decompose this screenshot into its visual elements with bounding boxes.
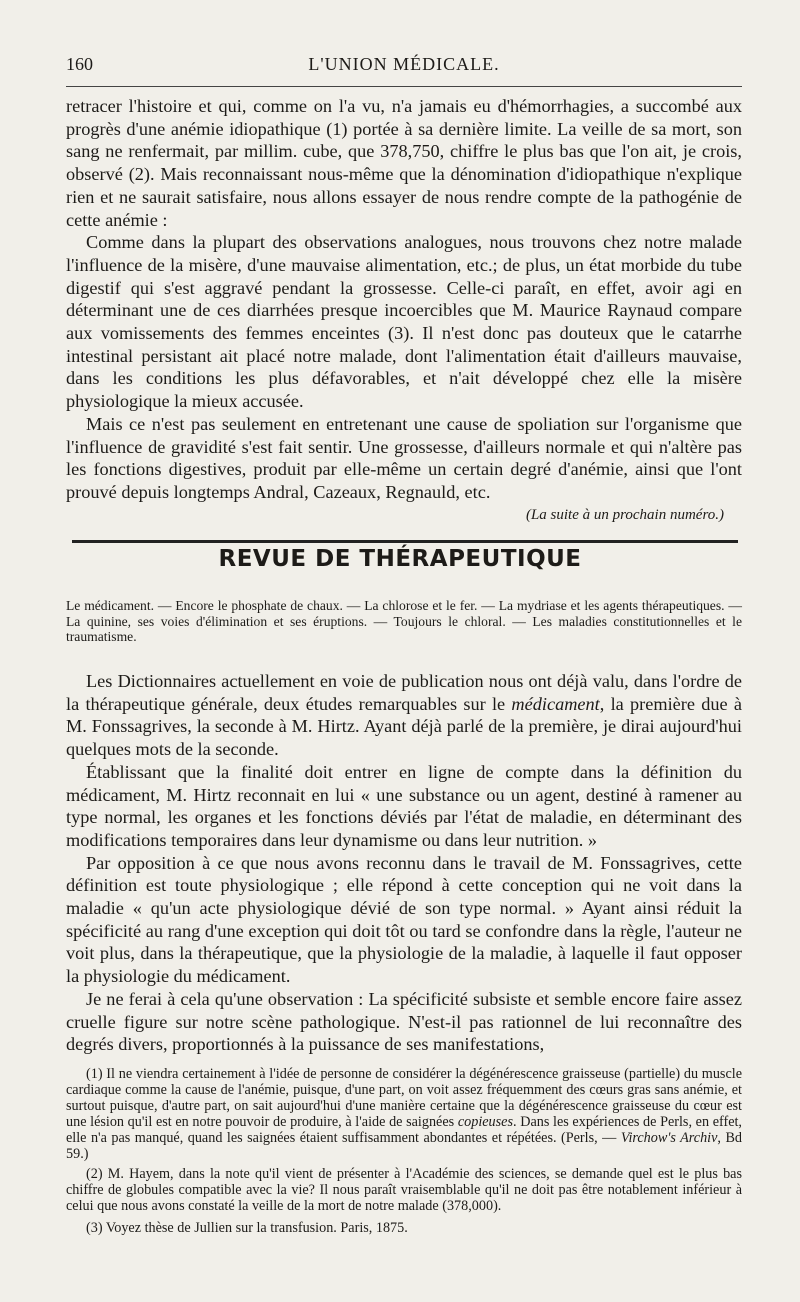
- paragraph-text: Les Dictionnaires actuellement en voie de publication nous ont déjà valu, dans l'ordre de la thérapeutique générale, deux études remarquables sur le: [66, 671, 742, 714]
- footnote: [66, 1066, 742, 1162]
- footnote-italic: Virchow's Archiv: [620, 1130, 718, 1146]
- paragraph: [66, 852, 742, 988]
- footnote: [66, 1166, 742, 1214]
- footnote: [66, 1220, 742, 1236]
- paragraph: [66, 988, 742, 1056]
- paragraph: retracer l'histoire et qui, comme on l'a vu, n'a jamais eu d'hémorrhagies, a succombé aux progrès d'une anémie idiopathique (1) portée à sa dernière limite. La veille de sa mort, son sang ne renfermait, par millim. cube, que 378,750, chiffre le plus bas que l'on ait, je crois, observé (2). Mais reconnaissant nous-même que la dénomination d'idiopathique n'explique rien et ne saurait satisfaire, nous allons essayer de nous rendre compte de la pathogénie de cette anémie :: [66, 96, 742, 230]
- continuation-note: (La suite à un prochain numéro.): [525, 507, 724, 523]
- paragraph: [66, 761, 742, 852]
- journal-title: L'UNION MÉDICALE.: [308, 54, 500, 74]
- footnote-text: , Bd 59.): [66, 1130, 742, 1162]
- section-summary: [66, 598, 742, 645]
- paragraph-text: , la première due à M. Fonssagrives, la seconde à M. Hirtz. Ayant déjà parlé de la première, je dirai aujourd'hui quelques mots de la seconde.: [66, 693, 742, 760]
- paragraph-text: Par opposition à ce que nous avons reconnu dans le travail de M. Fonssagrives, cette définition est toute physiologique ; elle répond à cette conception qui ne voit dans la maladie « qu'un acte physiologique dévié de son type normal. » Ayant ainsi réduit la spécificité au rang d'une exception qui doit tôt ou tard se confondre dans la règle, l'auteur ne voit plus, dans la thérapeutique, que la physiologie de la maladie, à laquelle il faut opposer la physiologie du médicament.: [66, 852, 742, 987]
- footnote-text: (2) M. Hayem, dans la note qu'il vient de présenter à l'Académie des sciences, se demande quel est le plus bas chiffre de globules compatible avec la vie? Il nous paraît vraisemblable qu'il ne doit pas être notablement inférieur à celui que nous avons constaté la veille de la mort de notre malade (378,000).: [66, 1166, 742, 1214]
- paragraph-italic: médicament: [511, 693, 600, 714]
- paragraph: Comme dans la plupart des observations analogues, nous trouvons chez notre malade l'influence de la misère, d'une mauvaise alimentation, etc.; de plus, un état morbide du tube digestif qui s'est aggravé pendant la grossesse. Celle-ci paraît, en effet, avoir agi en déterminant une de ces diarrhées presque incoercibles que M. Maurice Raynaud compare aux vomissements des femmes enceintes (3). Il n'est donc pas douteux que le catarrhe intestinal persistant ait placé notre malade, dont l'alimentation était d'ailleurs mauvaise, dans les conditions les plus défavorables, et n'ait développé chez elle la misère physiologique la mieux accusée.: [66, 232, 742, 412]
- footnote-text: . Dans les expériences de Perls, en effet, elle n'a pas manqué, quand les saignées étaient suffisamment abondantes et répétées. (Perls, —: [66, 1114, 742, 1146]
- section-title: REVUE DE THÉRAPEUTIQUE: [218, 546, 582, 572]
- paragraph: Mais ce n'est pas seulement en entretenant une cause de spoliation sur l'organisme que l'influence de gravidité s'est fait sentir. Une grossesse, d'ailleurs normale et qui n'altère pas les fonctions digestives, produit par elle-même un certain degré d'anémie, ainsi que l'ont prouvé depuis longtemps Andral, Cazeaux, Regnauld, etc.: [66, 413, 742, 502]
- footnotes: [66, 1066, 742, 1240]
- footnote-text: (3) Voyez thèse de Jullien sur la transfusion. Paris, 1875.: [86, 1220, 408, 1236]
- header-rule: [66, 86, 742, 87]
- paragraph-text: Établissant que la finalité doit entrer en ligne de compte dans la définition du médicament, M. Hirtz reconnait en lui « une substance ou un agent, destiné à ramener au type normal, les organes et les fonctions déviés par l'état de maladie, en déterminant des modifications temporaires dans leur dynamisme ou dans leur nutrition. »: [66, 761, 742, 850]
- summary-text: Le médicament. — Encore le phosphate de chaux. — La chlorose et le fer. — La mydriase et les agents thérapeutiques. — La quinine, ses voies d'élimination et ses éruptions. — Toujours le chloral. — Les maladies constitutionnelles et le traumatisme.: [66, 598, 742, 644]
- paragraph: [66, 670, 742, 761]
- article-continuation: [66, 95, 742, 504]
- footnote-text: (1) Il ne viendra certainement à l'idée de personne de considérer la dégénérescence graisseuse (partielle) du muscle cardiaque comme la cause de l'anémie, puisque, d'une part, on voit assez fréquemment des cœurs gras sans anémie, et surtout puisque, d'autre part, on sait aujourd'hui d'une manière certaine que la dégénérescence graisseuse du cœur est une lésion qu'il est en notre pouvoir de produire, à l'aide de saignées: [66, 1066, 742, 1130]
- paragraph-text: Je ne ferai à cela qu'une observation : La spécificité subsiste et semble encore faire assez cruelle figure sur notre scène pathologique. N'est-il pas rationnel de lui reconnaître des degrés divers, proportionnés à la puissance de ses manifestations,: [66, 988, 742, 1055]
- section-body: [66, 670, 742, 1056]
- section-divider: [72, 540, 738, 543]
- running-header: [66, 54, 742, 84]
- page-number: 160: [66, 54, 93, 74]
- footnote-italic: copieuses: [457, 1114, 513, 1130]
